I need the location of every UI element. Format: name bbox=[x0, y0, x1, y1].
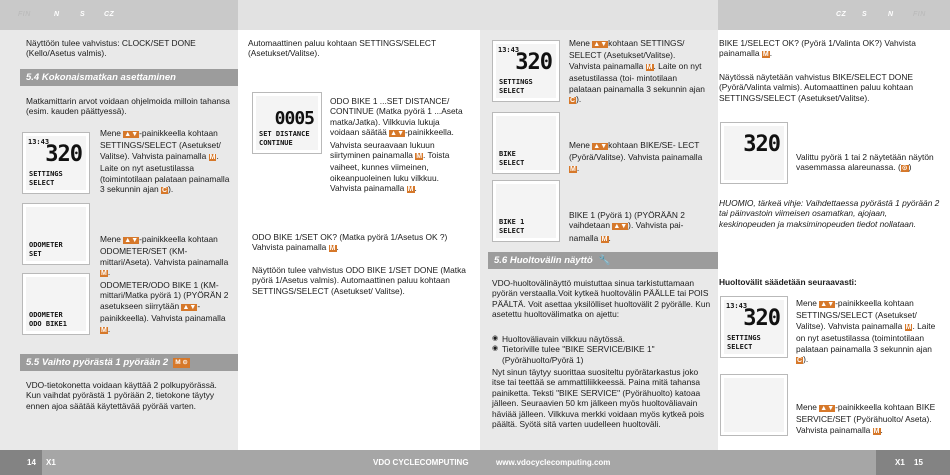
step-text: . bbox=[769, 48, 773, 59]
bullet-item bbox=[492, 334, 712, 344]
model-left: X1 bbox=[46, 458, 56, 467]
arrow-keys-icon: ▲▼ bbox=[593, 41, 608, 48]
wrench-icon: 🔧 bbox=[598, 255, 611, 266]
lcd-screen bbox=[724, 378, 784, 432]
step-text: . bbox=[414, 183, 417, 194]
mode-key-icon: M bbox=[873, 427, 880, 435]
device-odo-bike1 bbox=[22, 273, 90, 335]
arrow-keys-icon: ▲▼ bbox=[593, 143, 608, 150]
device-settings-select bbox=[22, 132, 90, 194]
step-text: . bbox=[880, 424, 883, 435]
top-bar bbox=[0, 0, 950, 30]
step-text: kohtaan SETTINGS/ SELECT (Asetukset/Valitse). Vahvista painamalla bbox=[569, 38, 685, 71]
brand-name: VDO CYCLECOMPUTING bbox=[373, 458, 469, 467]
clear-key-icon: C bbox=[570, 97, 576, 105]
col1-confirm-text: Näyttöön tulee vahvistus: CLOCK/SET DONE (Kello/Asetus valmis). bbox=[26, 38, 196, 59]
step-text: BIKE 1 (Pyörä 1) (PYÖRÄÄN 2 vaihdetaan bbox=[569, 210, 685, 231]
bullet-item bbox=[492, 344, 712, 365]
step-text: ODO BIKE 1/SET OK? (Matka pyörä 1/Asetus OK ?) Vahvista painamalla bbox=[252, 232, 448, 253]
col4-step2 bbox=[796, 402, 942, 437]
lcd-speed: 320 bbox=[743, 132, 780, 157]
step-text: ). bbox=[168, 184, 174, 195]
lcd-line1: SET DISTANCE bbox=[259, 130, 310, 138]
clear-key-icon: C bbox=[797, 357, 803, 365]
col1-bike-intro: VDO-tietokonetta voidaan käyttää 2 polkupyörässä. Kun vaihdat pyörästä 1 pyörään 2, tietokone täytyy ennen ajoa säätää käytettävää pyörää varten. bbox=[26, 380, 217, 411]
page-number-left: 14 bbox=[27, 458, 36, 467]
lcd-screen bbox=[724, 126, 784, 180]
step-text: . bbox=[107, 267, 111, 278]
lang-fin-right: FIN bbox=[913, 11, 926, 18]
lcd-line1: BIKE 1 bbox=[499, 218, 525, 226]
device-settings-select-3 bbox=[720, 296, 788, 358]
step-text: ODO BIKE 1 ...SET DISTANCE/ CONTINUE (Matka pyörä 1 ...Aseta matka/Jatka). Vilkkuvia lukuja voidaan säätää bbox=[330, 96, 463, 138]
top-bar-col3 bbox=[480, 0, 718, 30]
lcd-screen bbox=[26, 207, 86, 261]
step-text: . bbox=[576, 162, 580, 173]
lcd-time: 13:43 bbox=[28, 138, 50, 146]
step-text: -painikkeella kohtaan SETTINGS/SELECT (Asetukset/ Valitse). Vahvista painamalla bbox=[100, 128, 221, 161]
lang-cz-left: CZ bbox=[104, 11, 115, 18]
lcd-line1: BIKE bbox=[499, 150, 516, 158]
mode-key-icon: M bbox=[101, 326, 107, 334]
device-bike-indicator bbox=[720, 122, 788, 184]
step-text: -painikkeella). Vahvista painamalla bbox=[100, 300, 226, 324]
bike-indicator-icon: ⊙ bbox=[901, 165, 908, 173]
lcd-line2: SELECT bbox=[499, 87, 525, 95]
bullet-text: Huoltoväliavain vilkkuu näytössä. bbox=[502, 334, 625, 344]
col2-set-done: Näyttöön tulee vahvistus ODO BIKE 1/SET DONE (Matka pyörä 1/Asetus valmis). Automaattinen paluu kohtaan SETTINGS/SELECT (Asetukset/ Valitse). bbox=[252, 265, 466, 296]
mode-key-icon: M bbox=[329, 245, 336, 253]
device-settings-select-2 bbox=[492, 40, 560, 102]
col1-intro-text: Matkamittarin arvot voidaan ohjelmoida milloin tahansa (esim. kauden päättyessä). bbox=[26, 96, 230, 117]
lcd-speed: 320 bbox=[515, 50, 552, 75]
section-5-6-heading bbox=[488, 252, 718, 269]
col4-bike-select-ok bbox=[719, 38, 941, 61]
lcd-speed: 320 bbox=[45, 142, 82, 167]
col3-step2 bbox=[569, 140, 709, 175]
mode-key-icon: M bbox=[407, 186, 414, 194]
lang-fin-left: FIN bbox=[18, 11, 31, 18]
col2-auto-return: Automaattinen paluu kohtaan SETTINGS/SELECT (Asetukset/Valitse). bbox=[248, 38, 436, 59]
lcd-line1: SETTINGS bbox=[499, 78, 533, 86]
col1-step3 bbox=[100, 280, 236, 336]
col4-bike-indicator-text bbox=[796, 152, 942, 175]
device-blank bbox=[720, 374, 788, 436]
lcd-line1: ODOMETER bbox=[29, 311, 63, 319]
lang-s-left: S bbox=[80, 11, 86, 18]
step-text: -painikkeella kohtaan SETTINGS/SELECT (Asetukset/ Valitse). Vahvista painamalla bbox=[796, 298, 917, 331]
step-text: . bbox=[608, 232, 611, 243]
mode-key-icon: M bbox=[601, 235, 608, 243]
arrow-keys-icon: ▲▼ bbox=[613, 223, 628, 231]
step-text: ). bbox=[803, 354, 809, 365]
lcd-line1: SETTINGS bbox=[29, 170, 63, 178]
step-text: . Laite on nyt asetustilassa (toimintotilaan palataan painamalla 3 sekunnin ajan bbox=[100, 150, 230, 195]
step-text: ODOMETER/ODO BIKE 1 (KM-mittari/Matka pyörä 1) (PYÖRÄN 2 asetukseen siirrytään bbox=[100, 280, 229, 311]
col4-bike-select-done: Näytössä näytetään vahvistus BIKE/SELECT DONE (Pyörä/Valinta valmis). Automaattinen paluu kohtaan SETTINGS/SELECT (Asetukset/Valitse). bbox=[719, 72, 913, 103]
model-right: X1 bbox=[895, 458, 905, 467]
device-set-distance bbox=[252, 92, 322, 154]
col1-step2 bbox=[100, 234, 236, 280]
col3-service-body: Nyt sinun täytyy suorittaa suositeltu pyörätarkastus joko itse tai teettää se ammattiliikkeessä. Paina mitä tahansa painiketta. Teksti "BIKE SERVICE" (Pyörähuolto) katoaa jälleen. Seuraavien 50 km jälkeen myös huoltoväliavain häviää jälleen. Vilkkuva merkki voidaan myös kytkeä pois päältä. Syötä sitä varten uudelleen huoltoväli. bbox=[492, 367, 705, 430]
device-bike-select bbox=[492, 112, 560, 174]
lcd-screen bbox=[724, 300, 784, 354]
col4-service-heading: Huoltovälit säädetään seuraavasti: bbox=[719, 277, 857, 287]
mode-key-icon: M bbox=[101, 270, 107, 278]
page-number-right: 15 bbox=[914, 458, 923, 467]
step-text: -painikkeella kohtaan ODOMETER/SET (KM-mittari/Aseta). Vahvista painamalla bbox=[100, 234, 229, 267]
arrow-keys-icon: ▲▼ bbox=[182, 303, 197, 311]
step-text: ). bbox=[576, 94, 582, 105]
mode-key-icon: M bbox=[762, 51, 769, 59]
step-text: kohtaan BIKE/SE- LECT (Pyörä/Valitse). Vahvista painamalla bbox=[569, 140, 703, 163]
step-text: . Laite on nyt asetustilassa (toi- mintotilaan palataan painamalla 3 sekunnin ajan bbox=[569, 60, 705, 94]
mode-bike-icon: M ⊙ bbox=[175, 359, 188, 366]
arrow-keys-icon: ▲▼ bbox=[820, 301, 835, 308]
step-text: Mene bbox=[100, 128, 121, 138]
col4-step1 bbox=[796, 298, 942, 366]
col3-step3 bbox=[569, 210, 709, 245]
step-text: . bbox=[107, 323, 111, 334]
step-text: . Toista vaiheet, kunnes viimeinen, oikeanpuoleinen luku vilkkuu. Vahvista painamalla bbox=[330, 150, 450, 194]
lang-n-left: N bbox=[54, 11, 60, 18]
arrow-keys-icon: ▲▼ bbox=[390, 130, 404, 138]
col3-step1 bbox=[569, 38, 709, 106]
lcd-time: 13:43 bbox=[498, 46, 520, 54]
bottom-bar-right-accent bbox=[876, 450, 950, 475]
mode-key-icon: M bbox=[905, 323, 912, 331]
lcd-line2: SELECT bbox=[727, 343, 753, 351]
step-text: . bbox=[336, 242, 339, 253]
col4-tip: HUOMIO, tärkeä vihje: Vaihdettaessa pyörästä 1 pyörään 2 tai päinvastoin viimeisen osamatkan, ajojaan, keskinopeuden ja maksiminopeuden tiedot nollataan. bbox=[719, 198, 940, 229]
lcd-distance: 0005 bbox=[274, 108, 314, 129]
arrow-keys-icon: ▲▼ bbox=[820, 405, 835, 412]
col3-service-bullets bbox=[492, 334, 712, 365]
step-text: Mene bbox=[569, 38, 590, 48]
bottom-bar bbox=[0, 450, 950, 475]
section-5-4-heading bbox=[20, 69, 238, 86]
lcd-line2: SELECT bbox=[499, 159, 525, 167]
col3-service-intro: VDO-huoltovälinäyttö muistuttaa sinua tarkistuttamaan pyörän verstaalla.Voit kytkeä huoltovälin PÄÄLLE tai POIS PÄÄLTÄ. Voit asettaa yksilölliset huoltovälit 2 pyörälle. Kun asetettu huoltovälimatka on ajettu: bbox=[492, 278, 711, 320]
lcd-screen bbox=[496, 44, 556, 98]
step-text: ). Vahvista pai- namalla bbox=[569, 220, 684, 243]
lcd-line1: ODOMETER bbox=[29, 241, 63, 249]
col2-set-ok bbox=[252, 232, 472, 255]
col1-step1 bbox=[100, 128, 236, 196]
step-text: Mene bbox=[796, 402, 817, 412]
lcd-screen bbox=[256, 96, 318, 150]
top-bar-col2 bbox=[238, 0, 480, 30]
lcd-screen bbox=[496, 184, 556, 238]
lang-s-right: S bbox=[862, 11, 868, 18]
lcd-line2: SET bbox=[29, 250, 42, 258]
mode-key-icon: M bbox=[209, 153, 216, 161]
section-5-5-heading bbox=[20, 354, 238, 371]
lcd-time: 13:43 bbox=[726, 302, 748, 310]
section-5-6-title: 5.6 Huoltovälin näyttö bbox=[494, 255, 593, 266]
mode-key-icon: M bbox=[416, 153, 423, 161]
step-text: BIKE 1/SELECT OK? (Pyörä 1/Valinta OK?) Vahvista painamalla bbox=[719, 38, 916, 59]
arrow-keys-icon: ▲▼ bbox=[124, 131, 139, 138]
device-odometer-set bbox=[22, 203, 90, 265]
mode-key-icon: M bbox=[646, 63, 653, 71]
lcd-line2: SELECT bbox=[29, 179, 55, 187]
bullet-text: Tietoriville tulee "BIKE SERVICE/BIKE 1" (Pyörähuolto/Pyörä 1) bbox=[502, 344, 655, 365]
clear-key-icon: C bbox=[162, 187, 168, 195]
section-5-4-title: 5.4 Kokonaismatkan asettaminen bbox=[26, 72, 176, 83]
col2-distance-step bbox=[330, 96, 470, 196]
lang-n-right: N bbox=[888, 11, 894, 18]
top-bar-col1 bbox=[0, 0, 238, 30]
arrow-keys-icon: ▲▼ bbox=[124, 237, 139, 244]
step-text: -painikkeella. Vahvista seuraavaan lukuun siirtyminen painamalla bbox=[330, 127, 454, 161]
lcd-screen bbox=[26, 277, 86, 331]
mode-key-icon: M bbox=[570, 165, 576, 173]
website-url: www.vdocyclecomputing.com bbox=[496, 458, 611, 467]
step-text: Valittu pyörä 1 tai 2 näytetään näytön vasemmassa alareunassa. ( bbox=[796, 152, 934, 173]
step-text: Mene bbox=[796, 298, 817, 308]
step-text: Mene bbox=[100, 234, 121, 244]
lcd-speed: 320 bbox=[743, 306, 780, 331]
step-text: Mene bbox=[569, 140, 590, 150]
section-5-5-title: 5.5 Vaihto pyörästä 1 pyörään 2 bbox=[26, 357, 169, 368]
step-text: ) bbox=[908, 162, 912, 173]
lcd-line1: SETTINGS bbox=[727, 334, 761, 342]
lcd-line2: SELECT bbox=[499, 227, 525, 235]
device-bike1-select bbox=[492, 180, 560, 242]
lcd-screen bbox=[26, 136, 86, 190]
lang-cz-right: CZ bbox=[836, 11, 847, 18]
step-text: -painikkeella kohtaan BIKE SERVICE/SET (Pyörähuolto/ Aseta). Vahvista painamalla bbox=[796, 402, 936, 435]
lcd-line2: CONTINUE bbox=[259, 139, 293, 147]
lcd-screen bbox=[496, 116, 556, 170]
lcd-line2: ODO BIKE1 bbox=[29, 320, 67, 328]
step-text: . Laite on nyt asetustilassa (toimintotilaan palataan painamalla 3 sekunnin ajan bbox=[796, 320, 936, 354]
